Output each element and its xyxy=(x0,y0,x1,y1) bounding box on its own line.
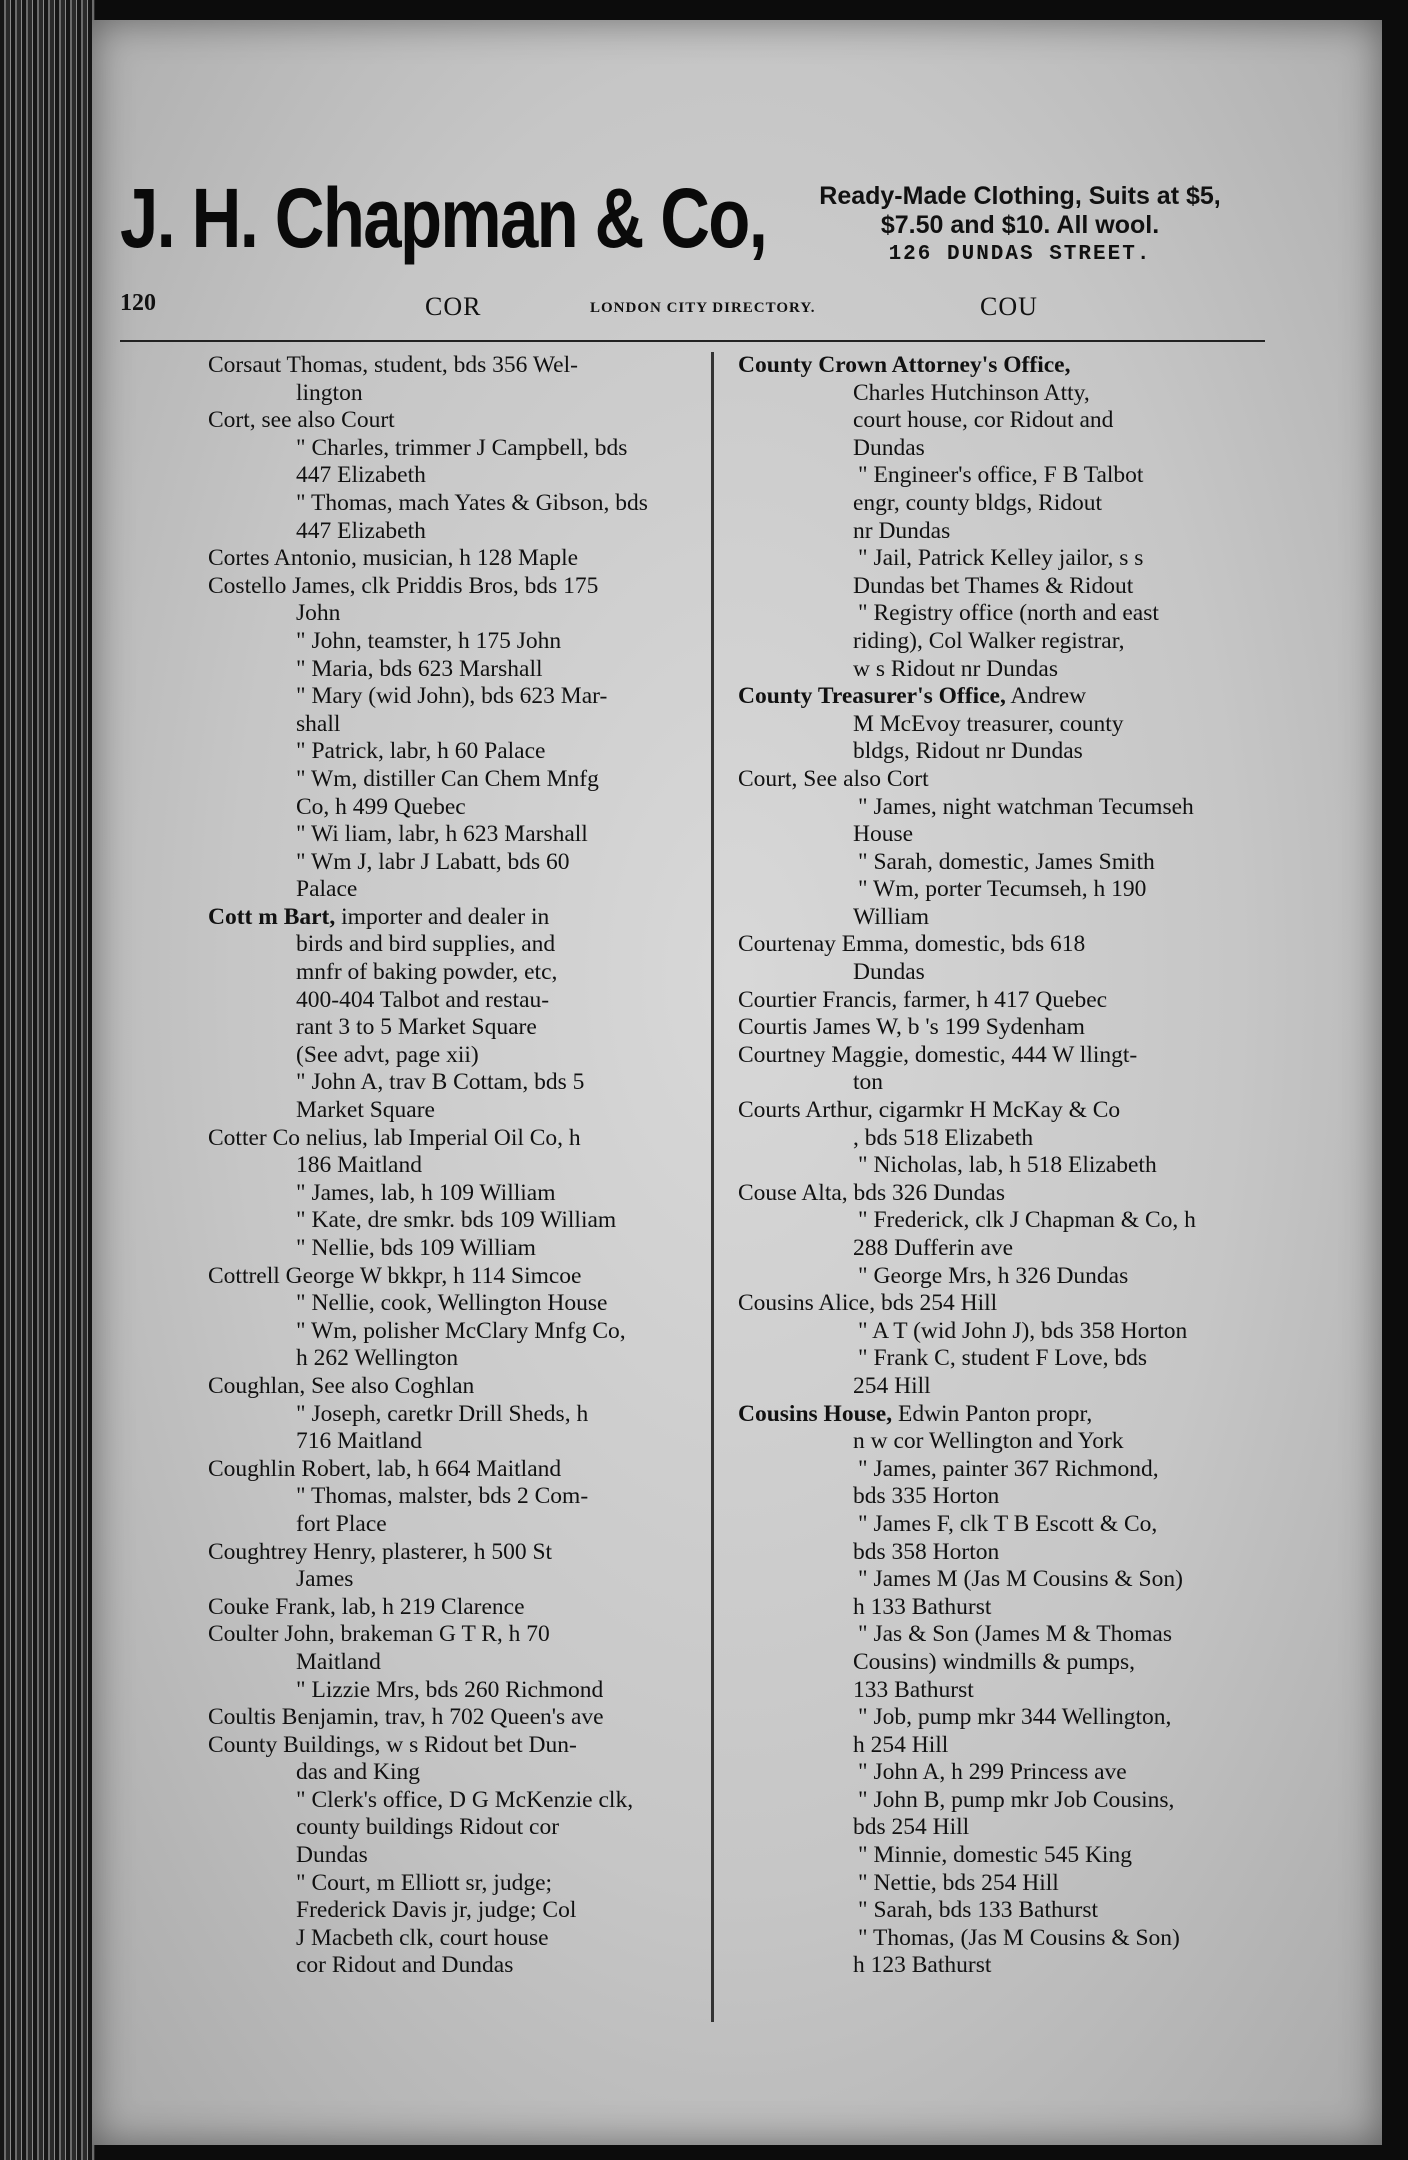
directory-line: " John, teamster, h 175 John xyxy=(296,627,562,654)
directory-line: Coughlan, See also Coghlan xyxy=(208,1372,475,1399)
directory-line: " Thomas, mach Yates & Gibson, bds xyxy=(296,489,648,516)
directory-line: " James, painter 367 Richmond, xyxy=(858,1455,1159,1482)
directory-line: Palace xyxy=(296,876,358,903)
directory-line: Cousins Alice, bds 254 Hill xyxy=(738,1290,998,1317)
directory-line: James xyxy=(296,1566,354,1593)
directory-line: 447 Elizabeth xyxy=(296,517,426,544)
directory-line: riding), Col Walker registrar, xyxy=(853,627,1125,654)
directory-line: birds and bird supplies, and xyxy=(296,931,556,958)
directory-line: Cortes Antonio, musician, h 128 Maple xyxy=(208,545,579,572)
directory-line: Cotter Co nelius, lab Imperial Oil Co, h xyxy=(208,1124,581,1151)
directory-line: Cousins House, Edwin Panton propr, xyxy=(738,1400,1093,1427)
directory-line: h 262 Wellington xyxy=(296,1345,459,1372)
directory-line: " Nicholas, lab, h 518 Elizabeth xyxy=(858,1152,1157,1179)
directory-line: Court, See also Cort xyxy=(738,765,929,792)
directory-line: Courts Arthur, cigarmkr H McKay & Co xyxy=(738,1097,1121,1124)
directory-line: " Joseph, caretkr Drill Sheds, h xyxy=(296,1400,589,1427)
directory-line: " James, lab, h 109 William xyxy=(296,1179,556,1206)
directory-line: Dundas xyxy=(296,1842,368,1869)
directory-line: Costello James, clk Priddis Bros, bds 175 xyxy=(208,572,599,599)
directory-line: fort Place xyxy=(296,1510,387,1537)
directory-line: bldgs, Ridout nr Dundas xyxy=(853,738,1083,765)
right-column xyxy=(738,352,1266,1980)
directory-line: " Kate, dre smkr. bds 109 William xyxy=(296,1207,617,1234)
advertisement-text xyxy=(760,182,1280,269)
directory-line: Cousins) windmills & pumps, xyxy=(853,1648,1136,1675)
directory-line: " John B, pump mkr Job Cousins, xyxy=(858,1786,1175,1813)
directory-line: " Wm J, labr J Labatt, bds 60 xyxy=(296,848,570,875)
directory-line: Coughtrey Henry, plasterer, h 500 St xyxy=(208,1538,553,1565)
directory-line: Dundas xyxy=(853,434,925,461)
directory-line: " Wm, porter Tecumseh, h 190 xyxy=(858,876,1147,903)
directory-line: " John A, trav B Cottam, bds 5 xyxy=(296,1069,585,1096)
directory-line: 254 Hill xyxy=(853,1372,931,1399)
directory-line: " Sarah, bds 133 Bathurst xyxy=(858,1897,1099,1924)
directory-line: " Wm, distiller Can Chem Mnfg xyxy=(296,765,599,792)
directory-line: County Buildings, w s Ridout bet Dun- xyxy=(208,1731,577,1758)
directory-line: " Sarah, domestic, James Smith xyxy=(858,848,1155,875)
directory-line: Coultis Benjamin, trav, h 702 Queen's ave xyxy=(208,1704,604,1731)
directory-line: das and King xyxy=(296,1759,421,1786)
directory-line: " George Mrs, h 326 Dundas xyxy=(858,1262,1129,1289)
guide-word-left: COR xyxy=(425,292,482,321)
directory-line: lington xyxy=(296,379,363,406)
directory-line: House xyxy=(853,821,914,848)
directory-line: 186 Maitland xyxy=(296,1152,422,1179)
directory-line: 400-404 Talbot and restau- xyxy=(296,986,550,1013)
directory-line: Frederick Davis jr, judge; Col xyxy=(296,1897,577,1924)
directory-line: w s Ridout nr Dundas xyxy=(853,655,1058,682)
directory-line: n w cor Wellington and York xyxy=(853,1428,1124,1455)
directory-line: County Crown Attorney's Office, xyxy=(738,352,1071,378)
directory-line: Couke Frank, lab, h 219 Clarence xyxy=(208,1593,525,1620)
directory-line: cor Ridout and Dundas xyxy=(296,1952,514,1979)
directory-line: h 123 Bathurst xyxy=(853,1952,992,1979)
directory-line: h 254 Hill xyxy=(853,1731,949,1758)
directory-line: bds 335 Horton xyxy=(853,1483,1000,1510)
page-header xyxy=(120,290,1290,330)
directory-line: 447 Elizabeth xyxy=(296,462,426,489)
directory-line: bds 358 Horton xyxy=(853,1538,1000,1565)
directory-line: " Wi liam, labr, h 623 Marshall xyxy=(296,821,588,848)
directory-line: 716 Maitland xyxy=(296,1428,422,1455)
directory-line: " Minnie, domestic 545 King xyxy=(858,1842,1132,1869)
directory-line: " Engineer's office, F B Talbot xyxy=(858,462,1144,489)
directory-line: " Frederick, clk J Chapman & Co, h xyxy=(858,1207,1196,1234)
directory-line: Coulter John, brakeman G T R, h 70 xyxy=(208,1621,550,1648)
page-number: 120 xyxy=(120,290,156,316)
directory-line: (See advt, page xii) xyxy=(296,1041,479,1068)
directory-line: " James, night watchman Tecumseh xyxy=(858,793,1194,820)
directory-line: Corsaut Thomas, student, bds 356 Wel- xyxy=(208,352,578,378)
directory-line: " Jail, Patrick Kelley jailor, s s xyxy=(858,545,1144,572)
ad-line-1: Ready-Made Clothing, Suits at $5, xyxy=(819,182,1221,210)
directory-line: J Macbeth clk, court house xyxy=(296,1924,549,1951)
directory-line: Dundas xyxy=(853,959,925,986)
directory-line: " Jas & Son (James M & Thomas xyxy=(858,1621,1173,1648)
directory-line: " James F, clk T B Escott & Co, xyxy=(858,1510,1158,1537)
advertisement xyxy=(120,150,1280,300)
directory-line: rant 3 to 5 Market Square xyxy=(296,1014,537,1041)
directory-line: " A T (wid John J), bds 358 Horton xyxy=(858,1317,1188,1344)
directory-line: Cort, see also Court xyxy=(208,407,395,434)
directory-line: " Thomas, malster, bds 2 Com- xyxy=(296,1483,589,1510)
directory-line: shall xyxy=(296,710,341,737)
directory-line: " Patrick, labr, h 60 Palace xyxy=(296,738,546,765)
directory-line: 288 Dufferin ave xyxy=(853,1235,1014,1261)
directory-line: Maitland xyxy=(296,1648,381,1675)
directory-line: court house, cor Ridout and xyxy=(853,407,1114,434)
directory-line: Market Square xyxy=(296,1097,435,1124)
directory-line: Dundas bet Thames & Ridout xyxy=(853,572,1134,599)
directory-line: " Charles, trimmer J Campbell, bds xyxy=(296,434,628,461)
directory-line: " Nellie, cook, Wellington House xyxy=(296,1290,608,1317)
directory-line: Co, h 499 Quebec xyxy=(296,793,466,820)
directory-line: " James M (Jas M Cousins & Son) xyxy=(858,1566,1183,1593)
ad-address: 126 DUNDAS STREET. xyxy=(888,243,1152,266)
directory-line: nr Dundas xyxy=(853,517,951,544)
directory-line: William xyxy=(853,903,930,930)
directory-line: John xyxy=(296,600,341,627)
directory-line: " Thomas, (Jas M Cousins & Son) xyxy=(858,1924,1180,1951)
directory-line: Couse Alta, bds 326 Dundas xyxy=(738,1179,1005,1206)
directory-line: Coughlin Robert, lab, h 664 Maitland xyxy=(208,1455,562,1482)
directory-line: M McEvoy treasurer, county xyxy=(853,710,1124,737)
left-column xyxy=(208,352,728,1980)
directory-line: Cott m Bart, importer and dealer in xyxy=(208,903,550,930)
directory-line: Courtis James W, b 's 199 Sydenham xyxy=(738,1014,1085,1041)
directory-line: " Registry office (north and east xyxy=(858,600,1159,627)
directory-line: " John A, h 299 Princess ave xyxy=(858,1759,1127,1786)
running-title: LONDON CITY DIRECTORY. xyxy=(590,300,816,316)
directory-line: " Nellie, bds 109 William xyxy=(296,1235,536,1261)
directory-line: bds 254 Hill xyxy=(853,1814,970,1841)
directory-line: Charles Hutchinson Atty, xyxy=(853,379,1090,406)
directory-line: mnfr of baking powder, etc, xyxy=(296,959,558,986)
page-binding-edge xyxy=(0,0,95,2160)
directory-line: ton xyxy=(853,1069,884,1096)
directory-line: County Treasurer's Office, Andrew xyxy=(738,683,1087,710)
directory-line: " Job, pump mkr 344 Wellington, xyxy=(858,1704,1172,1731)
header-rule xyxy=(120,340,1265,342)
directory-line: " Wm, polisher McClary Mnfg Co, xyxy=(296,1317,626,1344)
guide-word-right: COU xyxy=(980,292,1038,321)
directory-line: Courtney Maggie, domestic, 444 W llingt- xyxy=(738,1041,1138,1068)
directory-line: " Frank C, student F Love, bds xyxy=(858,1345,1147,1372)
directory-line: " Nettie, bds 254 Hill xyxy=(858,1869,1059,1896)
directory-line: Cottrell George W bkkpr, h 114 Simcoe xyxy=(208,1262,582,1289)
directory-line: Courtenay Emma, domestic, bds 618 xyxy=(738,931,1086,958)
directory-line: Courtier Francis, farmer, h 417 Quebec xyxy=(738,986,1108,1013)
directory-line: " Clerk's office, D G McKenzie clk, xyxy=(296,1786,634,1813)
directory-line: " Mary (wid John), bds 623 Mar- xyxy=(296,683,608,710)
directory-line: county buildings Ridout cor xyxy=(296,1814,560,1841)
directory-line: , bds 518 Elizabeth xyxy=(853,1124,1034,1151)
advertiser-name: J. H. Chapman & Co, xyxy=(120,171,767,265)
directory-line: engr, county bldgs, Ridout xyxy=(853,489,1103,516)
directory-line: " Maria, bds 623 Marshall xyxy=(296,655,543,682)
directory-line: 133 Bathurst xyxy=(853,1676,974,1703)
directory-line: h 133 Bathurst xyxy=(853,1593,992,1620)
directory-line: " Lizzie Mrs, bds 260 Richmond xyxy=(296,1676,604,1703)
ad-line-2: $7.50 and $10. All wool. xyxy=(880,211,1160,239)
directory-line: " Court, m Elliott sr, judge; xyxy=(296,1869,553,1896)
